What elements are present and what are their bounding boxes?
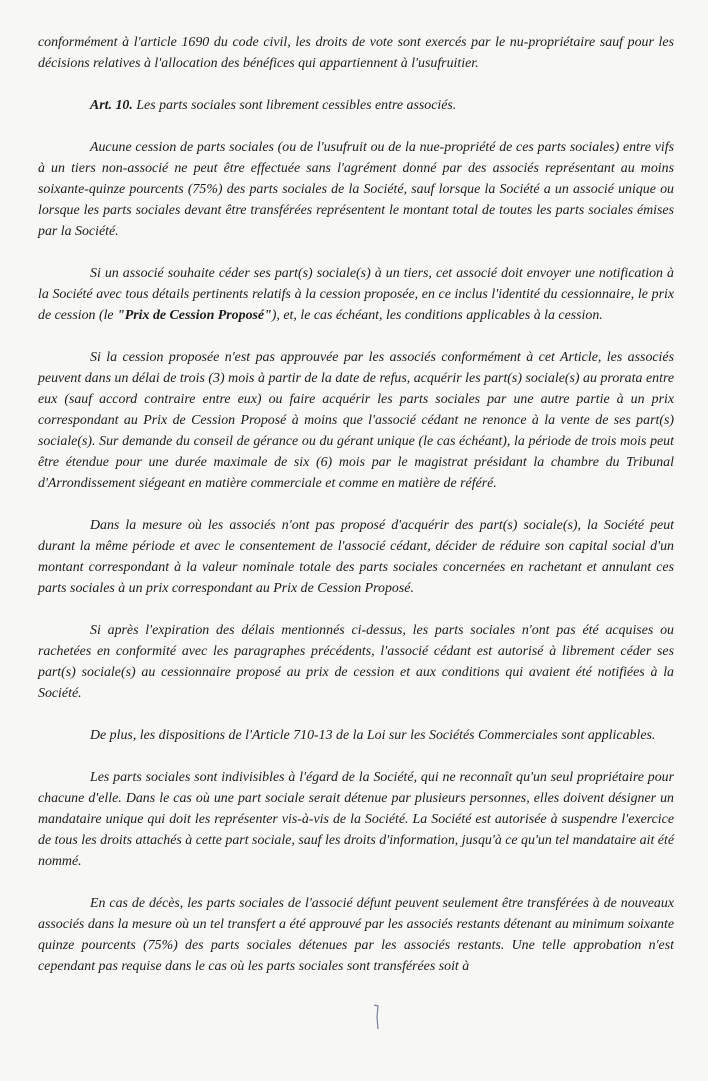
document-body — [38, 32, 674, 998]
notification-text-a: Si un associé souhaite céder ses part(s) sociale(s) à un tiers, cet associé doit envoyer une notification à la Société avec tous détails pertinents relatifs à la cession proposée, en ce inclus l'identité du cessionnaire, le prix de cession (le — [38, 266, 674, 323]
paragraph-refus: Si la cession proposée n'est pas approuvée par les associés conformément à cet Article, les associés peuvent dans un délai de trois (3) mois à partir de la date de refus, acquérir les part(s) sociale(s) au prorata entre eux (sauf accord contraire entre eux) ou faire acquérir les parts sociales par une autre partie à un prix correspondant au Prix de Cession Proposé à moins que l'associé cédant ne renonce à la vente de ses part(s) sociale(s). Sur demande du conseil de gérance ou du gérant unique (le cas échéant), la période de trois mois peut être étendue pour une durée maximale de six (6) mois par le magistrat présidant la chambre du Tribunal d'Arrondissement siégeant en matière commerciale et comme en matière de référé. — [38, 350, 674, 491]
paragraph-notification — [38, 263, 674, 326]
article-number: Art. 10. — [90, 98, 133, 113]
article-10-heading — [38, 95, 674, 116]
paragraph-usufruit: conformément à l'article 1690 du code civil, les droits de vote sont exercés par le nu-propriétaire sauf pour les décisions relatives à l'allocation des bénéfices qui appartiennent à l'usufruitier. — [38, 35, 674, 71]
defined-term-prix: "Prix de Cession Proposé" — [117, 308, 272, 323]
paragraph-deces: En cas de décès, les parts sociales de l'associé défunt peuvent seulement être transférées à de nouveaux associés dans la mesure où un tel transfert a été approuvé par les associés restants détenant au minimum soixante quinze pourcents (75%) des parts sociales détenues par les associés restants. Une telle approbation n'est cependant pas requise dans le cas où les parts sociales sont transférées soit à — [38, 896, 674, 974]
article-10-intro: Les parts sociales sont librement cessibles entre associés. — [132, 98, 457, 113]
paragraph-indivisibles: Les parts sociales sont indivisibles à l'égard de la Société, qui ne reconnaît qu'un seul propriétaire pour chacune d'elle. Dans le cas où une part sociale serait détenue par plusieurs personnes, elles doivent désigner un mandataire unique qui doit les représenter vis-à-vis de la Société. La Société est autorisée à suspendre l'exercice de tous les droits attachés à cette part sociale, sauf les droits d'information, jusqu'à ce qu'un tel mandataire ait été nommé. — [38, 770, 674, 869]
paragraph-dispositions: De plus, les dispositions de l'Article 710-13 de la Loi sur les Sociétés Commerciales sont applicables. — [90, 728, 656, 743]
paragraph-expiration: Si après l'expiration des délais mentionnés ci-dessus, les parts sociales n'ont pas été acquises ou rachetées en conformité avec les paragraphes précédents, l'associé cédant est autorisé à librement céder ses part(s) sociale(s) au cessionnaire proposé au prix de cession et aux conditions qui avaient été notifiées à la Société. — [38, 623, 674, 701]
paragraph-agrement: Aucune cession de parts sociales (ou de l'usufruit ou de la nue-propriété de ces parts sociales) entre vifs à un tiers non-associé ne peut être effectuée sans l'agrément donné par des associés représentant au moins soixante-quinze pourcents (75%) des parts sociales de la Société, sauf lorsque la Société a un associé unique ou lorsque les parts sociales devant être transférées représentent le montant total de toutes les parts sociales émises par la Société. — [38, 140, 674, 239]
notification-text-b: ), et, le cas échéant, les conditions applicables à la cession. — [271, 308, 603, 323]
initial-mark — [372, 1003, 382, 1031]
paragraph-rachat: Dans la mesure où les associés n'ont pas proposé d'acquérir des part(s) sociale(s), la Société peut durant la même période et avec le consentement de l'associé cédant, décider de réduire son capital social d'un montant correspondant à la valeur nominale totale des parts sociales concernées en rachetant et annulant ces parts sociales à un prix correspondant au Prix de Cession Proposé. — [38, 518, 674, 596]
